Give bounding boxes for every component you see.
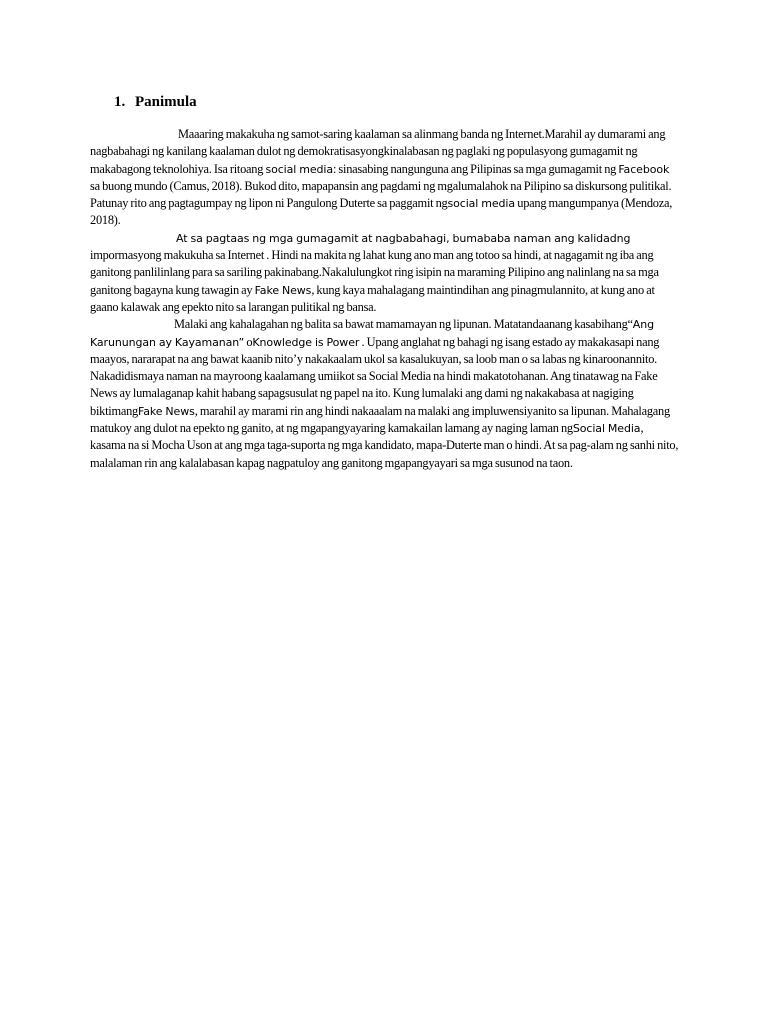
paragraph-3-term-social-media: Social Media	[572, 422, 641, 436]
paragraph-1-term-social-media-2: social media	[447, 197, 516, 211]
paragraph-1-term-facebook: Facebook	[618, 162, 670, 176]
paragraph-3-text-i: , kasama na si Mocha Uson at ang mga taga-suporta ng mga kandidato, mapa-Duterte man o hindi. At sa pag-alam ng sanhi nito, malalaman rin ang kalalabasan kapag nagpatuloy ang ganitong mgapangyayari sa mga susunod na taon.	[90, 421, 679, 470]
paragraph-1-text-e: sa buong mundo (Camus, 2018). Bukod dito, mapapansin ang pagdami ng mgalumalahok na Pilipino sa diskursong pulitikal. Patunay rito ang pagtagumpay ng lipon ni Pangulong Duterte sa paggamit ng	[90, 178, 672, 211]
paragraph-3-term-knowledge: Knowledge is Power	[252, 335, 360, 349]
section-heading	[114, 92, 197, 112]
body-text	[90, 126, 680, 472]
paragraph-2-term-fake-news: Fake News	[254, 283, 312, 297]
paragraph-1-text-a: Maaaring makakuha ng samot-saring kaalaman sa alinmang banda ng Internet.Marahil ay dumarami ang nagbabahagi ng kanilang kaalaman dulot ng demokratisasyongkinalabasan ng paglaki ng populasyong gumagamit ng makabagong teknolohiya. Isa ritoang	[90, 127, 666, 176]
paragraph-3-saying: Ang Karunungan ay Kayamanan”	[90, 318, 654, 349]
section-number: 1.	[114, 94, 126, 110]
paragraph-3-text-e: . Upang anglahat ng bahagi ng isang estado ay makakasapi nang maayos, nararapat na ang bawat kaanib nito’y nakakaalam ukol sa kasalukuyan, sa loob man o sa labas ng kinaroonannito. Nakadidismaya naman na mayroong kaalamang umiikot sa Social Media na hindi makatotohanan. Ang tinatawag na Fake News ay lumalaganap kahit habang sapagsusulat ng papel na ito. Kung lumalaki ang dami ng nakakabasa at nagiging biktimang	[90, 334, 660, 418]
section-title: Panimula	[135, 94, 197, 110]
paragraph-1-term-social-media: social media	[265, 162, 333, 176]
paragraph-2	[90, 230, 680, 316]
paragraph-3	[90, 316, 680, 472]
paragraph-3-text-g: , marahil ay marami rin ang hindi nakaaalam na malaki ang impluwensiyanito sa lipunan. Mahalagang matukoy ang dulot na epekto ng ganito, at ng mgapangyayaring kamakailan lamang ay naging laman ng	[90, 403, 670, 436]
paragraph-2-text-d: , kung kaya mahalagang maintindihan ang pinagmulannito, at kung ano at gaano kalawak ang epekto nito sa larangan pulitikal ng bansa.	[90, 282, 655, 314]
paragraph-2-lead: At sa pagtaas ng mga gumagamit at nagbabahagi, bumababa naman ang kalidadng	[176, 231, 631, 245]
paragraph-3-text-a: Malaki ang kahalagahan ng balita sa bawat mamamayan ng lipunan. Matatandaanang kasabihang“	[174, 317, 633, 332]
paragraph-2-text-b: impormasyong makukuha sa Internet . Hindi na makita ng lahat kung ano man ang totoo sa hindi, at nagagamit ng iba ang ganitong panlilinlang para sa sariling pakinabang.Nakalulungkot ring isipin na maraming Pilipino ang nalinlang na sa mga ganitong bagayna kung tawagin ay	[90, 248, 659, 297]
paragraph-1-text-g: upang mangumpanya (Mendoza, 2018).	[90, 196, 673, 228]
paragraph-3-term-fake-news: Fake News	[138, 404, 195, 418]
paragraph-3-text-c: o	[244, 334, 253, 349]
paragraph-1-text-c: : sinasabing nangunguna ang Pilipinas sa mga gumagamit ng	[332, 161, 619, 176]
paragraph-1	[90, 126, 680, 230]
